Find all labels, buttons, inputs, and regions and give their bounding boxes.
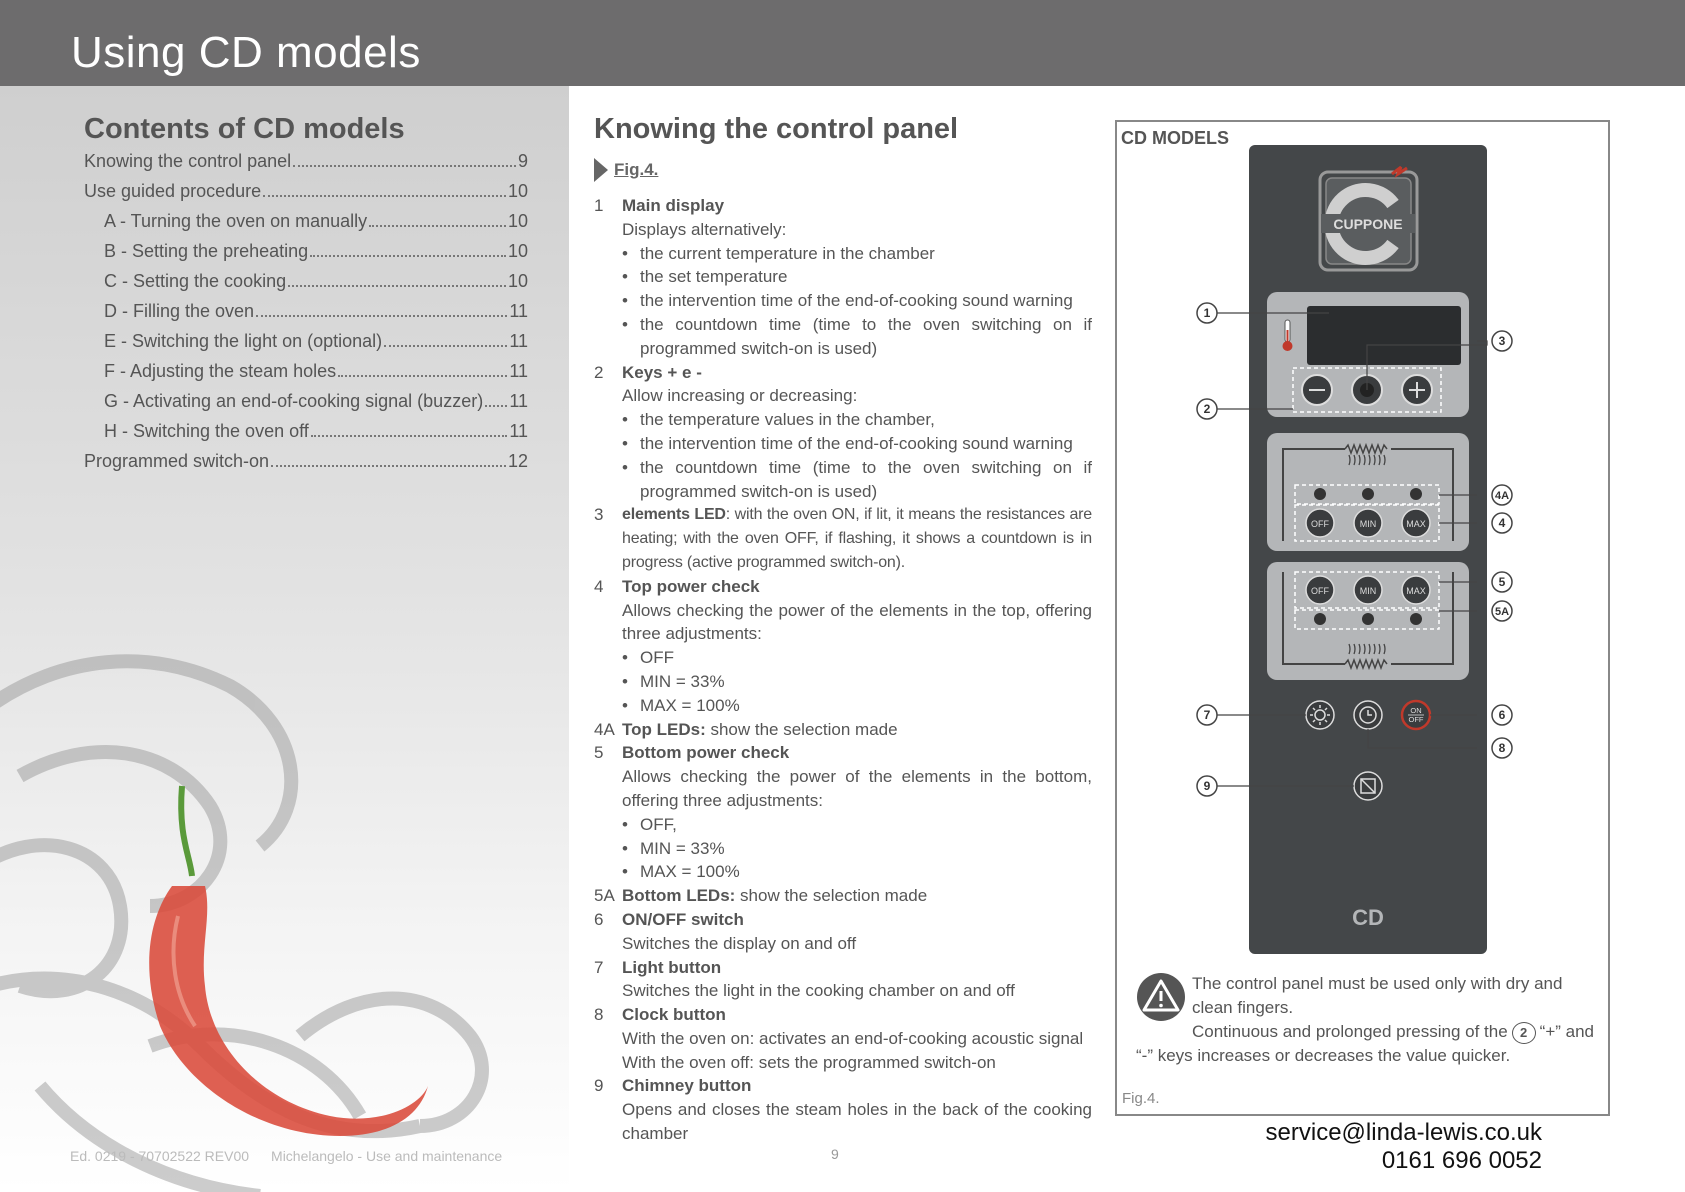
toc-entry-label: A - Turning the oven on manually	[104, 211, 368, 231]
callout-label-1: 1	[1203, 306, 1211, 320]
bottom-min-button[interactable]	[1354, 576, 1382, 604]
toc-entry-page: 10	[507, 241, 528, 261]
item-title: Light button	[622, 957, 722, 977]
top-led	[1362, 488, 1374, 500]
toc-entry-label: G - Activating an end-of-cooking signal (buzzer)	[104, 391, 484, 411]
toc-entry[interactable]	[84, 391, 528, 421]
bullet-item: • MAX = 100%	[622, 695, 740, 715]
svg-text:MAX: MAX	[1406, 586, 1426, 596]
item-title: Main display	[622, 196, 725, 215]
list-item: 4 Top power check	[594, 576, 760, 596]
top-led	[1314, 488, 1326, 500]
toc-entry[interactable]	[84, 301, 528, 331]
toc-entry-label: C - Setting the cooking	[104, 271, 287, 291]
key-reference-badge: 2	[1512, 1022, 1536, 1044]
figure-reference-link[interactable]	[594, 158, 658, 182]
callout-label-5: 5	[1498, 575, 1506, 589]
list-item: 5A Bottom LEDs: show the selection made	[594, 886, 928, 906]
toc-entry-label: H - Switching the oven off	[104, 421, 309, 441]
toc-entry-page: 10	[507, 271, 528, 291]
bottom-led	[1410, 613, 1422, 625]
bullet-item: • the countdown time (time to the oven switching on if programmed switch-on is used)	[622, 314, 1092, 358]
item-title: Bottom LEDs:	[622, 886, 736, 906]
toc-entry-label: Programmed switch-on	[84, 451, 270, 471]
item-description: Allows checking the power of the elements in the bottom, offering three adjustments:	[622, 767, 1092, 810]
bullet-item: • the intervention time of the end-of-cooking sound warning	[622, 291, 1073, 311]
bullet-item: • MIN = 33%	[622, 671, 725, 691]
header-bar	[0, 0, 1685, 86]
bullet-item: • the set temperature	[622, 267, 788, 287]
toc-entry-label: Use guided procedure	[84, 181, 262, 201]
page-title: Using CD models	[71, 28, 421, 77]
warning-line-1: The control panel must be used only with dry and clean fingers.	[1192, 974, 1563, 1017]
page-number: 9	[831, 1146, 839, 1162]
warning-line-2: Continuous and prolonged pressing of the 2 “+” and “-” keys increases or decreases the value quicker.	[1136, 1022, 1595, 1065]
clock-button-icon[interactable]	[1354, 701, 1382, 729]
contact-phone[interactable]: 0161 696 0052	[1381, 1147, 1542, 1174]
bullet-item: • the current temperature in the chamber	[622, 243, 935, 263]
item-title: elements LED	[622, 506, 726, 524]
edition-code: Ed. 0219 - 70702522 REV00	[70, 1148, 250, 1164]
warning-text	[1136, 972, 1596, 1068]
item-description: Switches the display on and off	[622, 933, 857, 953]
callout-label-3: 3	[1498, 334, 1506, 348]
item-description: : with the oven ON, if lit, it means the resistances are heating; with the oven OFF, if flashing, it shows a countdown is in progress (active programmed switch-on).	[622, 506, 1092, 571]
toc-entry-page: 9	[517, 151, 528, 171]
item-description: Allow increasing or decreasing:	[622, 386, 858, 406]
table-of-contents	[84, 151, 528, 481]
toc-entry-page: 11	[509, 301, 528, 321]
list-item: 7 Light button	[594, 957, 722, 977]
light-button-icon[interactable]	[1306, 701, 1334, 729]
svg-text:MIN: MIN	[1359, 519, 1377, 529]
item-title: Top LEDs:	[622, 719, 706, 739]
item-title: Bottom power check	[622, 743, 790, 763]
chimney-button-icon[interactable]	[1354, 772, 1382, 800]
toc-entry-page: 11	[509, 421, 528, 441]
item-description: With the oven off: sets the programmed switch-on	[622, 1052, 996, 1072]
toc-entry-label: B - Setting the preheating	[104, 241, 309, 261]
toc-entry[interactable]	[84, 211, 528, 241]
brand-name: CUPPONE	[1333, 216, 1403, 232]
callout-label-4a: 4A	[1494, 490, 1510, 502]
item-title: Clock button	[622, 1005, 726, 1025]
footer-edition	[70, 1148, 502, 1164]
toc-entry[interactable]	[84, 241, 528, 271]
toc-entry-page: 10	[507, 211, 528, 231]
top-led	[1410, 488, 1422, 500]
item-description: show the selection made	[705, 719, 898, 739]
bullet-item: • MAX = 100%	[622, 862, 740, 882]
control-panel-diagram	[1117, 122, 1608, 1114]
callout-label-7: 7	[1203, 708, 1211, 722]
item-description: With the oven on: activates an end-of-cooking acoustic signal	[622, 1028, 1084, 1048]
model-label: CD	[1352, 905, 1384, 930]
bullet-item: • OFF	[622, 648, 674, 668]
cuppone-logo	[1320, 167, 1417, 270]
manual-name: Michelangelo - Use and maintenance	[271, 1148, 503, 1164]
bullet-item: • MIN = 33%	[622, 838, 725, 858]
item-title: Top power check	[622, 576, 760, 596]
figure-caption: Fig.4.	[1122, 1090, 1160, 1107]
item-description: Displays alternatively:	[622, 219, 787, 239]
callout-label-5a: 5A	[1494, 606, 1510, 618]
svg-text:MIN: MIN	[1359, 586, 1377, 596]
contact-email[interactable]: service@linda-lewis.co.uk	[1265, 1119, 1542, 1146]
toc-entry[interactable]	[84, 271, 528, 301]
triangle-arrow-icon	[594, 158, 608, 182]
list-item: 4A Top LEDs: show the selection made	[594, 719, 898, 739]
toc-entry-page: 11	[509, 391, 528, 411]
item-description: Switches the light in the cooking chamber on and off	[622, 981, 1015, 1001]
toc-entry[interactable]	[84, 331, 528, 361]
bottom-led	[1314, 613, 1326, 625]
item-description: Allows checking the power of the elements in the top, offering three adjustments:	[622, 600, 1092, 644]
top-off-button[interactable]	[1306, 509, 1334, 537]
top-max-button[interactable]	[1402, 509, 1430, 537]
callout-label-4: 4	[1498, 516, 1506, 530]
item-description: Opens and closes the steam holes in the back of the cooking chamber	[622, 1100, 1092, 1144]
toc-entry-page: 11	[509, 331, 528, 351]
svg-text:OFF: OFF	[1408, 715, 1424, 724]
callout-label-2: 2	[1203, 402, 1211, 416]
toc-entry[interactable]	[84, 151, 528, 181]
toc-entry-label: E - Switching the light on (optional)	[104, 331, 383, 351]
toc-title: Contents of CD models	[84, 113, 405, 145]
bullet-item: • the intervention time of the end-of-cooking sound warning	[622, 433, 1073, 453]
list-item: 3 elements LED: with the oven ON, if lit, it means the resistances are heating; with the oven OFF, if flashing, it shows a countdown is in progress (active programmed switch-on).	[594, 505, 1092, 571]
minus-key-icon[interactable]	[1302, 375, 1332, 405]
bottom-max-button[interactable]	[1402, 576, 1430, 604]
list-item: 8 Clock button	[594, 1005, 726, 1025]
toc-entry[interactable]	[84, 421, 528, 451]
top-min-button[interactable]	[1354, 509, 1382, 537]
toc-entry-page: 12	[507, 451, 528, 471]
cd-models-figure	[1115, 120, 1610, 1116]
list-item: 1 Main display	[594, 196, 725, 215]
control-panel-description-list	[594, 194, 1092, 1146]
toc-entry[interactable]	[84, 181, 528, 211]
svg-text:OFF: OFF	[1311, 586, 1329, 596]
toc-entry-page: 10	[507, 181, 528, 201]
bottom-off-button[interactable]	[1306, 576, 1334, 604]
item-title: Chimney button	[622, 1076, 752, 1096]
svg-text:MAX: MAX	[1406, 519, 1426, 529]
callout-label-6: 6	[1498, 708, 1506, 722]
list-item: 2 Keys + e -	[594, 362, 702, 382]
section-title: Knowing the control panel	[594, 113, 959, 145]
svg-text:OFF: OFF	[1311, 519, 1329, 529]
figure-title: CD MODELS	[1121, 128, 1229, 148]
figure-reference-label: Fig.4.	[614, 160, 659, 179]
toc-entry-label: D - Filling the oven	[104, 301, 255, 321]
list-item: 5 Bottom power check	[594, 743, 790, 763]
on-off-switch-icon[interactable]	[1402, 701, 1430, 729]
contact-info	[1266, 1119, 1542, 1175]
list-item: 6 ON/OFF switch	[594, 909, 744, 929]
toc-entry[interactable]	[84, 361, 528, 391]
toc-entry-label: F - Adjusting the steam holes	[104, 361, 337, 381]
main-display-screen	[1307, 306, 1461, 365]
toc-entry-page: 11	[509, 361, 528, 381]
bullet-item: • the countdown time (time to the oven switching on if programmed switch-on is used)	[622, 457, 1092, 501]
item-title: Keys + e -	[622, 362, 702, 382]
bottom-led	[1362, 613, 1374, 625]
toc-entry[interactable]	[84, 451, 528, 481]
list-item: 9 Chimney button	[594, 1076, 752, 1096]
item-title: ON/OFF switch	[622, 909, 744, 929]
bullet-item: • OFF,	[622, 814, 677, 834]
toc-entry-label: Knowing the control panel	[84, 151, 292, 171]
callout-label-9: 9	[1203, 779, 1211, 793]
plus-key-icon[interactable]	[1402, 375, 1432, 405]
callout-label-8: 8	[1498, 741, 1506, 755]
svg-text:ON: ON	[1410, 706, 1422, 715]
item-description: show the selection made	[735, 886, 928, 906]
bullet-item: • the temperature values in the chamber,	[622, 410, 935, 430]
